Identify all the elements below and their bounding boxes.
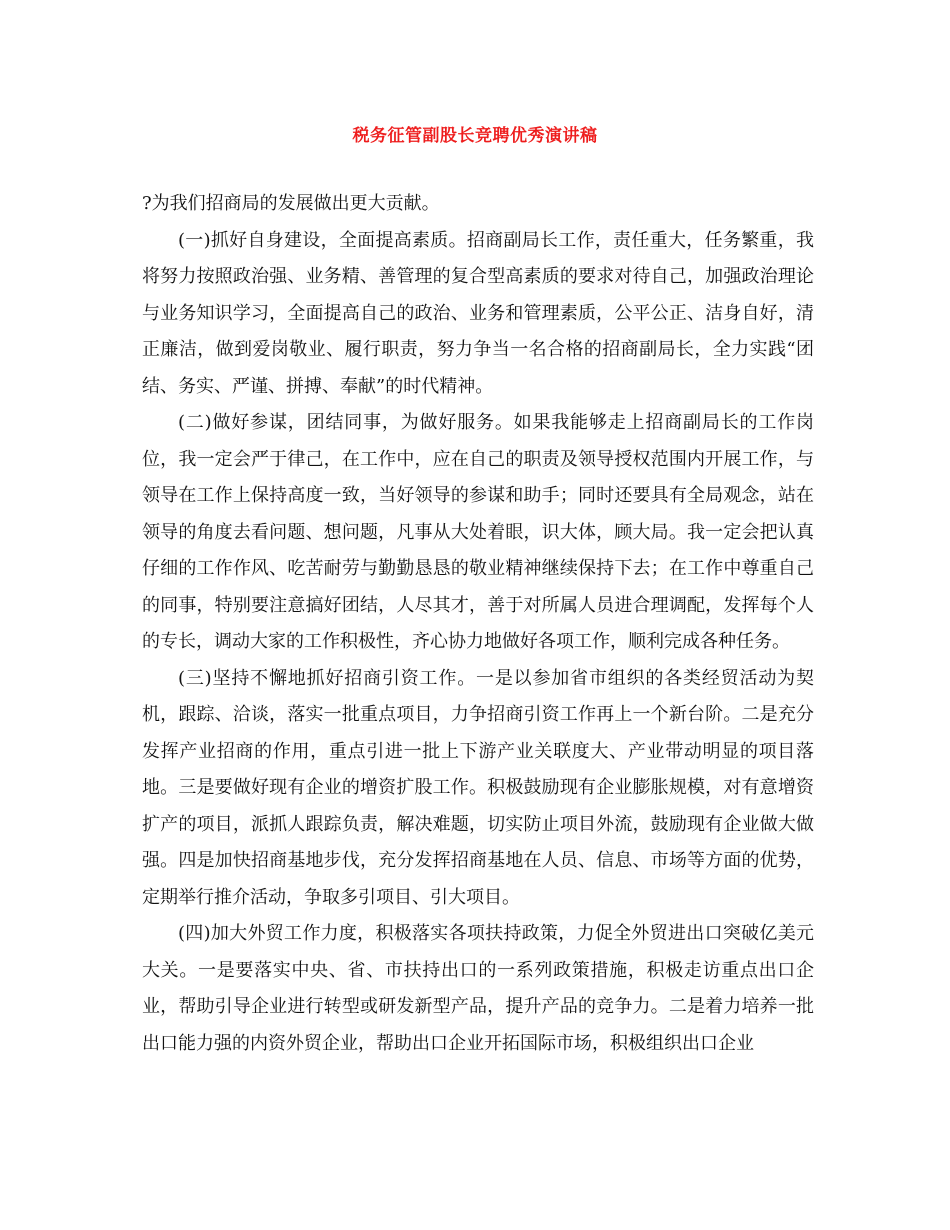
paragraph-2: (二)做好参谋，团结同事，为做好服务。如果我能够走上招商副局长的工作岗位，我一定会严于律己，在工作中，应在自己的职责及领导授权范围内开展工作，与领导在工作上保持高度一致，当好领导的参谋和助手；同时还要具有全局观念，站在领导的角度去看问题、想问题，凡事从大处着眼，识大体，顾大局。我一定会把认真仔细的工作作风、吃苦耐劳与勤勤恳恳的敬业精神继续保持下去；在工作中尊重自己的同事，特别要注意搞好团结，人尽其才，善于对所属人员进合理调配，发挥每个人的专长，调动大家的工作积极性，齐心协力地做好各项工作，顺利完成各种任务。 <box>142 412 814 652</box>
paragraph-1: (一)抓好自身建设，全面提高素质。招商副局长工作，责任重大，任务繁重，我将努力按照政治强、业务精、善管理的复合型高素质的要求对待自己，加强政治理论与业务知识学习，全面提高自己的政治、业务和管理素质，公平公正、洁身自好，清正廉洁，做到爱岗敬业、履行职责，努力争当一名合格的招商副局长，全力实践“团结、务实、严谨、拼搏、奉献”的时代精神。 <box>142 229 814 397</box>
paragraph-3: (三)坚持不懈地抓好招商引资工作。一是以参加省市组织的各类经贸活动为契机，跟踪、洽谈，落实一批重点项目，力争招商引资工作再上一个新台阶。二是充分发挥产业招商的作用，重点引进一批上下游产业关联度大、产业带动明显的项目落地。三是要做好现有企业的增资扩股工作。积极鼓励现有企业膨胀规模，对有意增资扩产的项目，派抓人跟踪负责，解决难题，切实防止项目外流，鼓励现有企业做大做强。四是加快招商基地步伐，充分发挥招商基地在人员、信息、市场等方面的优势，定期举行推介活动，争取多引项目、引大项目。 <box>142 667 814 908</box>
document-title: 税务征管副股长竞聘优秀演讲稿 <box>352 126 598 146</box>
paragraph-intro: ?为我们招商局的发展做出更大贡献。 <box>142 193 440 214</box>
document-body <box>142 186 814 1062</box>
paragraph-4: (四)加大外贸工作力度，积极落实各项扶持政策，力促全外贸进出口突破亿美元大关。一是要落实中央、省、市扶持出口的一系列政策措施，积极走访重点出口企业，帮助引导企业进行转型或研发新型产品，提升产品的竞争力。二是着力培养一批出口能力强的内资外贸企业，帮助出口企业开拓国际市场，积极组织出口企业 <box>142 923 814 1054</box>
